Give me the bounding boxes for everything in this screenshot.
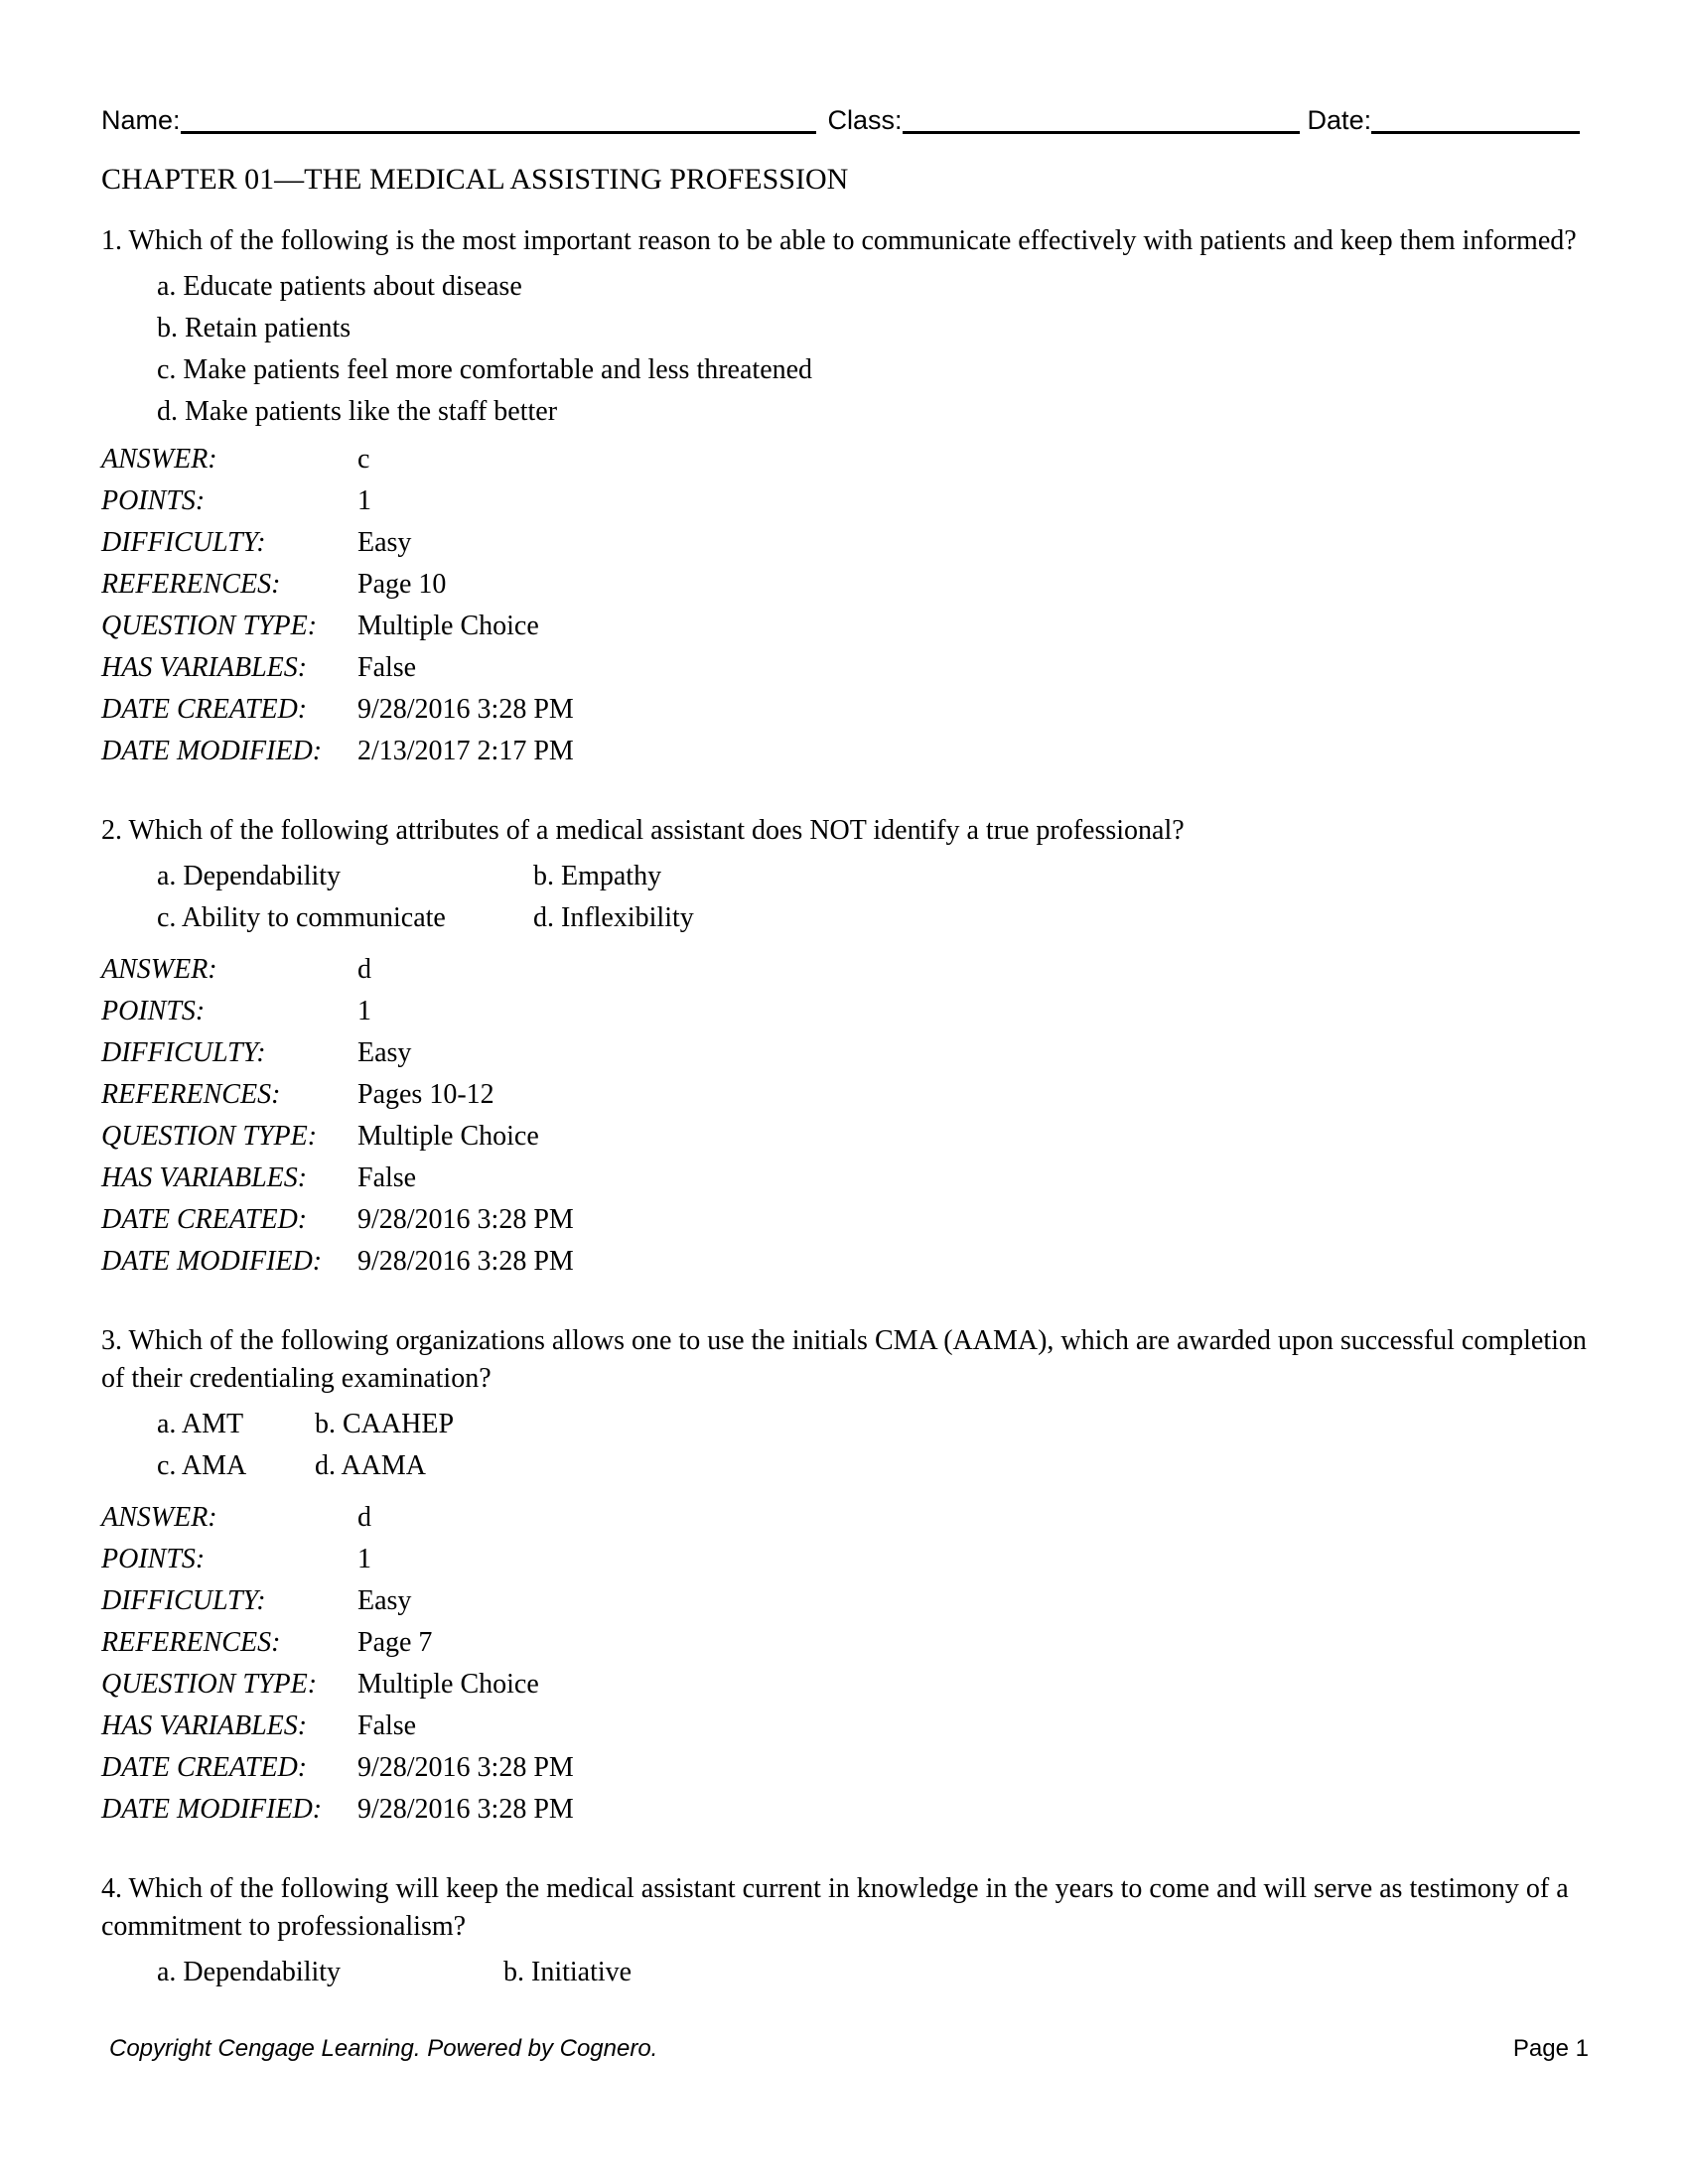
metadata-value: 1 bbox=[357, 996, 371, 1026]
metadata-value: 9/28/2016 3:28 PM bbox=[357, 694, 574, 725]
metadata-value: False bbox=[357, 1162, 417, 1193]
metadata-label: QUESTION TYPE: bbox=[101, 611, 318, 641]
metadata-value: Easy bbox=[357, 1585, 412, 1616]
metadata-value: 9/28/2016 3:28 PM bbox=[357, 1246, 574, 1277]
metadata-row bbox=[101, 1539, 1589, 1580]
class-label: Class: bbox=[827, 105, 903, 135]
metadata-value: c bbox=[357, 444, 370, 475]
metadata-label: DIFFICULTY: bbox=[101, 1585, 266, 1616]
page-footer bbox=[109, 2035, 1589, 2063]
date-blank-line bbox=[1371, 101, 1580, 134]
question-text: 4. Which of the following will keep the medical assistant current in knowledge in the years to come and will serve as testimony of a commitment to professionalism? bbox=[101, 1873, 1569, 1942]
metadata-row bbox=[101, 522, 1589, 564]
option-item: b. Initiative bbox=[503, 1957, 633, 1987]
page-number: Page 1 bbox=[1512, 2035, 1589, 2062]
option-item: b. Retain patients bbox=[157, 313, 352, 343]
option-item: a. Educate patients about disease bbox=[157, 271, 522, 302]
options-list bbox=[157, 268, 1589, 431]
metadata-label: ANSWER: bbox=[101, 444, 217, 475]
metadata-row bbox=[101, 1241, 1589, 1283]
metadata-label: QUESTION TYPE: bbox=[101, 1121, 318, 1152]
metadata-label: DATE MODIFIED: bbox=[101, 1246, 323, 1277]
option-item: a. Dependability bbox=[157, 861, 342, 891]
chapter-title: CHAPTER 01—THE MEDICAL ASSISTING PROFESSION bbox=[101, 163, 849, 196]
metadata-value: Easy bbox=[357, 1037, 412, 1068]
metadata-label: QUESTION TYPE: bbox=[101, 1669, 318, 1700]
answer-metadata bbox=[101, 949, 1589, 1283]
metadata-row bbox=[101, 480, 1589, 522]
metadata-label: HAS VARIABLES: bbox=[101, 1710, 308, 1741]
answer-metadata bbox=[101, 1497, 1589, 1831]
metadata-value: 9/28/2016 3:28 PM bbox=[357, 1752, 574, 1783]
metadata-label: DIFFICULTY: bbox=[101, 527, 266, 558]
metadata-row bbox=[101, 731, 1589, 772]
metadata-label: POINTS: bbox=[101, 1544, 206, 1574]
metadata-label: DATE CREATED: bbox=[101, 694, 308, 725]
metadata-row bbox=[101, 1497, 1589, 1539]
metadata-row bbox=[101, 1580, 1589, 1622]
metadata-label: REFERENCES: bbox=[101, 1627, 281, 1658]
metadata-label: POINTS: bbox=[101, 485, 206, 516]
metadata-row bbox=[101, 1074, 1589, 1116]
question-3 bbox=[101, 1322, 1589, 1831]
metadata-value: d bbox=[357, 954, 371, 985]
metadata-row bbox=[101, 647, 1589, 689]
option-item: d. AAMA bbox=[315, 1450, 427, 1481]
header-row bbox=[101, 101, 1589, 135]
metadata-label: ANSWER: bbox=[101, 1502, 217, 1533]
option-item: c. AMA bbox=[157, 1450, 247, 1481]
date-label: Date: bbox=[1307, 105, 1372, 135]
metadata-label: DATE MODIFIED: bbox=[101, 1794, 323, 1825]
metadata-row bbox=[101, 1199, 1589, 1241]
metadata-value: Page 7 bbox=[357, 1627, 433, 1658]
metadata-row bbox=[101, 1789, 1589, 1831]
name-label: Name: bbox=[101, 105, 181, 135]
question-text: 1. Which of the following is the most important reason to be able to communicate effectively with patients and keep them informed? bbox=[101, 225, 1577, 256]
question-2 bbox=[101, 812, 1589, 1283]
question-1 bbox=[101, 222, 1589, 772]
metadata-value: 1 bbox=[357, 485, 371, 516]
option-item: c. Ability to communicate bbox=[157, 902, 446, 933]
metadata-label: HAS VARIABLES: bbox=[101, 652, 308, 683]
option-item: d. Inflexibility bbox=[533, 902, 694, 933]
metadata-value: 9/28/2016 3:28 PM bbox=[357, 1794, 574, 1825]
metadata-value: False bbox=[357, 1710, 417, 1741]
metadata-value: Multiple Choice bbox=[357, 1669, 539, 1700]
metadata-value: 2/13/2017 2:17 PM bbox=[357, 736, 574, 766]
metadata-label: DATE MODIFIED: bbox=[101, 736, 323, 766]
metadata-row bbox=[101, 689, 1589, 731]
metadata-label: DIFFICULTY: bbox=[101, 1037, 266, 1068]
option-item: b. Empathy bbox=[533, 861, 662, 891]
metadata-label: POINTS: bbox=[101, 996, 206, 1026]
footer-copyright: Copyright Cengage Learning. Powered by Cognero. bbox=[109, 2035, 658, 2062]
metadata-value: 1 bbox=[357, 1544, 371, 1574]
class-blank-line bbox=[903, 101, 1300, 134]
metadata-label: DATE CREATED: bbox=[101, 1204, 308, 1235]
metadata-row bbox=[101, 564, 1589, 606]
options-list bbox=[157, 1406, 1589, 1489]
question-text: 3. Which of the following organizations allows one to use the initials CMA (AAMA), which are awarded upon successful completion of their credentialing examination? bbox=[101, 1325, 1587, 1394]
option-item: a. AMT bbox=[157, 1409, 244, 1439]
metadata-value: 9/28/2016 3:28 PM bbox=[357, 1204, 574, 1235]
name-blank-line bbox=[181, 101, 816, 134]
metadata-label: HAS VARIABLES: bbox=[101, 1162, 308, 1193]
metadata-label: ANSWER: bbox=[101, 954, 217, 985]
option-item: a. Dependability bbox=[157, 1957, 342, 1987]
metadata-row bbox=[101, 1747, 1589, 1789]
metadata-label: DATE CREATED: bbox=[101, 1752, 308, 1783]
question-text: 2. Which of the following attributes of a medical assistant does NOT identify a true professional? bbox=[101, 815, 1185, 846]
metadata-value: Multiple Choice bbox=[357, 611, 539, 641]
options-list bbox=[157, 1954, 1589, 1995]
metadata-value: Page 10 bbox=[357, 569, 447, 600]
option-item: d. Make patients like the staff better bbox=[157, 396, 558, 427]
metadata-row bbox=[101, 1116, 1589, 1158]
metadata-value: Multiple Choice bbox=[357, 1121, 539, 1152]
option-item: c. Make patients feel more comfortable and less threatened bbox=[157, 354, 813, 385]
metadata-row bbox=[101, 1622, 1589, 1664]
metadata-row bbox=[101, 1032, 1589, 1074]
metadata-value: d bbox=[357, 1502, 371, 1533]
metadata-value: Pages 10-12 bbox=[357, 1079, 494, 1110]
question-4 bbox=[101, 1870, 1589, 1995]
metadata-value: False bbox=[357, 652, 417, 683]
metadata-row bbox=[101, 1706, 1589, 1747]
metadata-row bbox=[101, 949, 1589, 991]
option-item: b. CAAHEP bbox=[315, 1409, 455, 1439]
options-list bbox=[157, 858, 1589, 941]
metadata-label: REFERENCES: bbox=[101, 569, 281, 600]
metadata-value: Easy bbox=[357, 527, 412, 558]
metadata-row bbox=[101, 1664, 1589, 1706]
answer-metadata bbox=[101, 439, 1589, 772]
metadata-row bbox=[101, 606, 1589, 647]
metadata-row bbox=[101, 439, 1589, 480]
metadata-row bbox=[101, 1158, 1589, 1199]
metadata-row bbox=[101, 991, 1589, 1032]
metadata-label: REFERENCES: bbox=[101, 1079, 281, 1110]
